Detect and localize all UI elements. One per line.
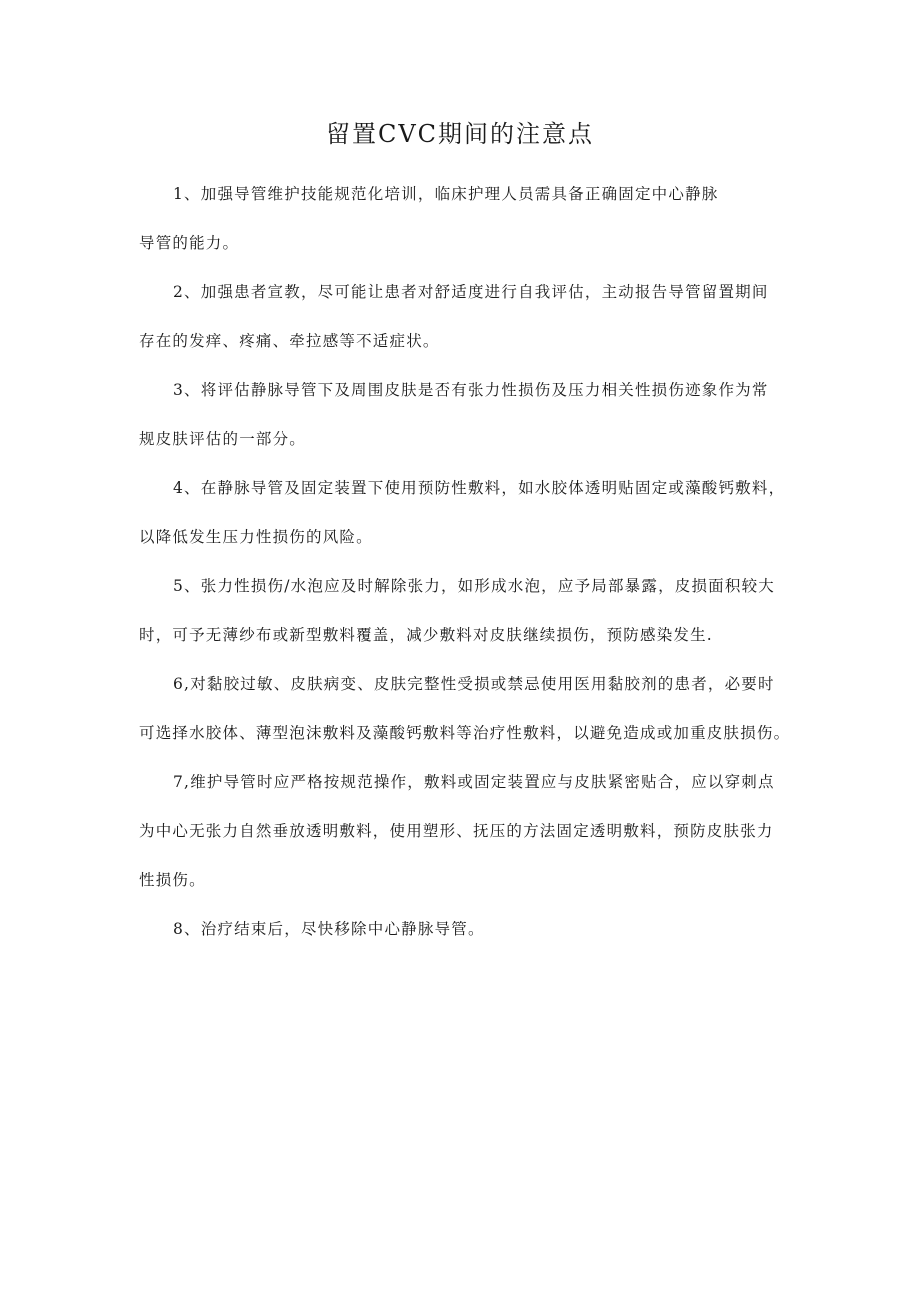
paragraph-line: 存在的发痒、疼痛、牵拉感等不适症状。 xyxy=(139,332,440,350)
paragraph-line: 7,维护导管时应严格按规范操作，敷料或固定装置应与皮肤紧密贴合，应以穿刺点 xyxy=(173,773,775,791)
paragraph-line: 4、在静脉导管及固定装置下使用预防性敷料，如水胶体透明贴固定或藻酸钙敷料， xyxy=(173,479,786,497)
paragraph-line: 时，可予无薄纱布或新型敷料覆盖，减少敷料对皮肤继续损伤，预防感染发生. xyxy=(139,626,713,644)
paragraph-line: 8、治疗结束后，尽快移除中心静脉导管。 xyxy=(173,920,485,938)
document-title: 留置CVC期间的注意点 xyxy=(325,120,595,148)
paragraph-3 xyxy=(139,366,793,464)
paragraph-line: 5、张力性损伤/水泡应及时解除张力，如形成水泡，应予局部暴露，皮损面积较大 xyxy=(173,577,775,595)
paragraph-line: 6,对黏胶过敏、皮肤病变、皮肤完整性受损或禁忌使用医用黏胶剂的患者，必要时 xyxy=(173,675,775,693)
paragraph-7 xyxy=(139,758,793,905)
paragraph-line: 规皮肤评估的一部分。 xyxy=(139,430,307,448)
paragraph-line: 可选择水胶体、薄型泡沫敷料及藻酸钙敷料等治疗性敷料，以避免造成或加重皮肤损伤。 xyxy=(139,724,791,742)
paragraph-line: 2、加强患者宣教，尽可能让患者对舒适度进行自我评估，主动报告导管留置期间 xyxy=(173,283,769,301)
paragraph-line: 3、将评估静脉导管下及周围皮肤是否有张力性损伤及压力相关性损伤迹象作为常 xyxy=(173,381,769,399)
document-body xyxy=(139,170,793,954)
paragraph-2 xyxy=(139,268,793,366)
paragraph-line: 1、加强导管维护技能规范化培训，临床护理人员需具备正确固定中心静脉 xyxy=(173,185,719,203)
paragraph-8 xyxy=(139,905,793,954)
paragraph-4 xyxy=(139,464,793,562)
paragraph-line: 为中心无张力自然垂放透明敷料，使用塑形、抚压的方法固定透明敷料，预防皮肤张力 xyxy=(139,822,774,840)
paragraph-line: 性损伤。 xyxy=(139,871,206,889)
paragraph-6 xyxy=(139,660,793,758)
paragraph-line: 以降低发生压力性损伤的风险。 xyxy=(139,528,373,546)
paragraph-line: 导管的能力。 xyxy=(139,234,240,252)
paragraph-5 xyxy=(139,562,793,660)
paragraph-1 xyxy=(139,170,793,268)
